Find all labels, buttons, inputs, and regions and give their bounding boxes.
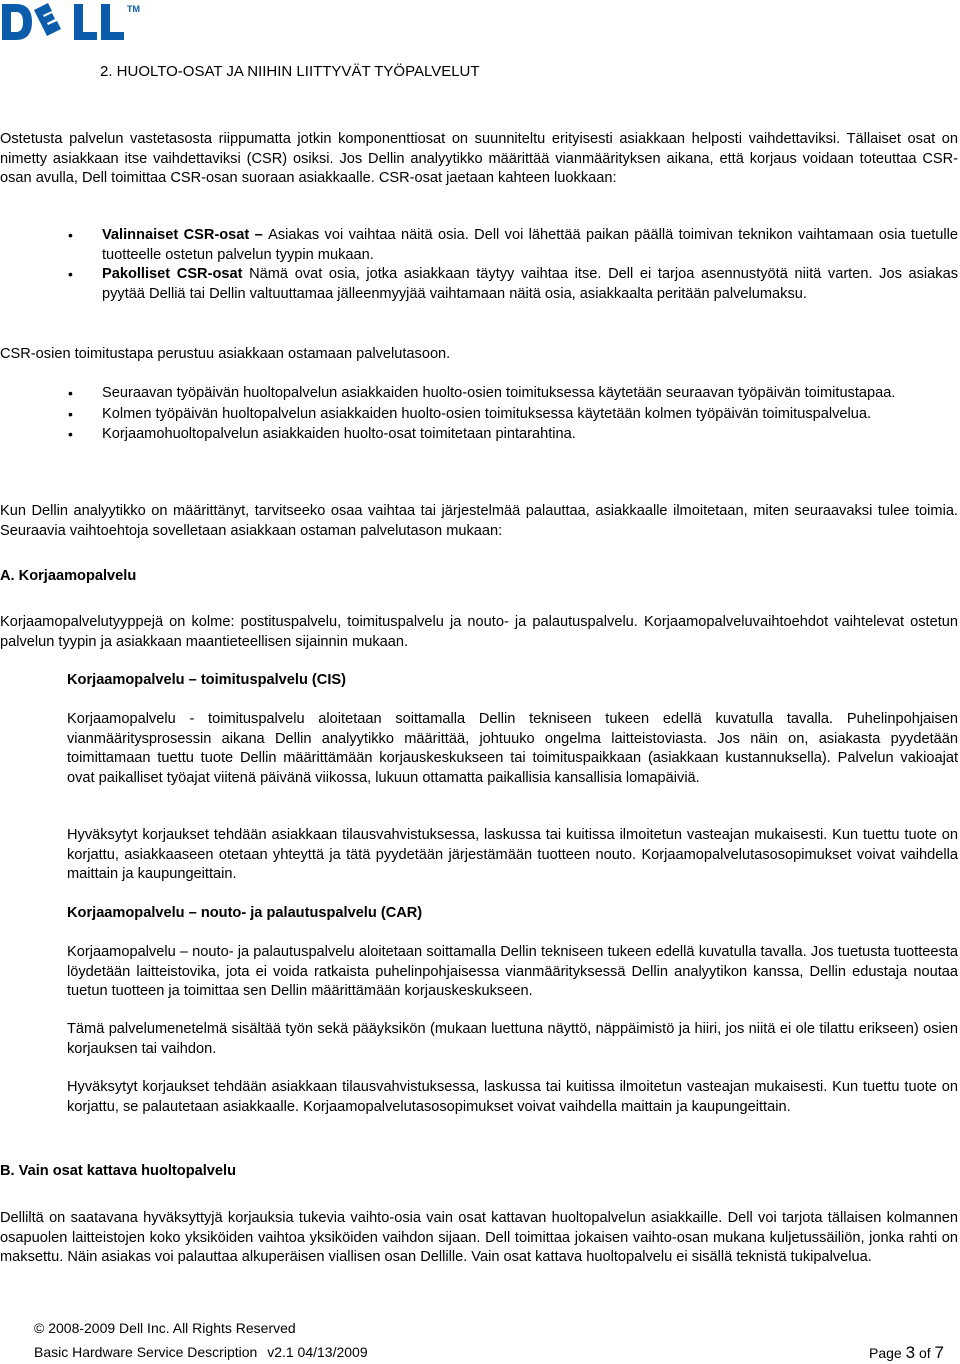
dell-logo-mark bbox=[2, 3, 124, 40]
page-number: 3 bbox=[905, 1343, 916, 1362]
delivery-list bbox=[0, 384, 958, 445]
delivery-intro: CSR-osien toimitustapa perustuu asiakkaan ostamaan palvelutasoon. bbox=[0, 346, 451, 362]
bullet-icon: • bbox=[68, 266, 73, 283]
page-label: Page bbox=[869, 1345, 902, 1361]
car-paragraph-1: Korjaamopalvelu – nouto- ja palautuspalvelu aloitetaan soittamalla Dellin tekniseen tukeen edellä kuvatulla tavalla. Jos tuetusta tuotteesta löydetään laitteistovika, jota ei voida ratkaista puhelinpohjaisessa vianmäärityksessä Dellin analyytikon kanssa, Dellin edustaja noutaa tuetun tuotteen ja toimittaa sen Dellin määrittämään korjauskeskukseen. bbox=[67, 944, 958, 1000]
footer bbox=[34, 1343, 944, 1363]
page-of: of bbox=[918, 1345, 931, 1361]
footer-copyright: © 2008-2009 Dell Inc. All Rights Reserved bbox=[34, 1320, 296, 1336]
bullet-icon: • bbox=[68, 405, 73, 422]
section-a-intro: Korjaamopalvelutyyppejä on kolme: postituspalvelu, toimituspalvelu ja nouto- ja palautuspalvelu. Korjaamopalveluvaihtoehdot vaihtelevat ostetun palvelun tyypin ja asiakkaan maantieteellisen sijainnin mukaan. bbox=[0, 614, 958, 650]
csr-term: Pakolliset CSR-osat bbox=[102, 266, 243, 283]
car-paragraph-3: Hyväksytyt korjaukset tehdään asiakkaan tilausvahvistuksessa, laskussa tai kuitissa ilmoitetun vasteajan mukaisesti. Kun tuettu tuote on korjattu, se palautetaan asiakkaalle. Korjaamopalvelutasosopimukset voivat vaihdella maittain ja kaupungeittain. bbox=[67, 1079, 958, 1115]
intro-paragraph: Ostetusta palvelun vastetasosta riippumatta jotkin komponenttiosat on suunniteltu erityisesti asiakkaan helposti vaihdettaviksi. Tällaiset osat on nimetty asiakkaan itse vaihdettaviksi (CSR) osiksi. Jos Dellin analyytikko määrittää vianmäärityksen aikana, että korjaus voidaan toteuttaa CSR-osan avulla, Dell toimittaa CSR-osan suoraan asiakkaalle. CSR-osat jaetaan kahteen luokkaan: bbox=[0, 131, 958, 187]
csr-list bbox=[0, 226, 958, 304]
list-item bbox=[0, 384, 958, 404]
footer-version: v2.1 04/13/2009 bbox=[267, 1344, 368, 1360]
delivery-item-text: Kolmen työpäivän huoltopalvelun asiakkaiden huolto-osien toimituksessa käytetään kolmen työpäivän toimituspalvelua. bbox=[102, 405, 872, 422]
page-indicator bbox=[869, 1343, 944, 1364]
section-b-paragraph: Delliltä on saatavana hyväksyttyjä korjauksia tukevia vaihto-osia vain osat kattavan huoltopalvelun asiakkaille. Dell voi tarjota tällaisen kolmannen osapuolen laitteistojen koko yksiköiden vaihtoa yksiköiden vaihdon sijaan. Dell toimittaa jokaisen vaihto-osan mukana kuljetussäiliön, jonka rahti on maksettu. Näin asiakas voi palauttaa alkuperäisen viallisen osan Dellille. Vain osat kattava huoltopalvelu ei sisällä teknistä tukipalvelua. bbox=[0, 1210, 958, 1266]
trademark-label: TM bbox=[127, 4, 140, 14]
dell-logo bbox=[2, 0, 148, 44]
csr-dash: – bbox=[249, 227, 269, 243]
page-total: 7 bbox=[934, 1343, 944, 1362]
bullet-icon: • bbox=[68, 385, 73, 401]
section-a-title: A. Korjaamopalvelu bbox=[0, 568, 137, 584]
list-item bbox=[0, 425, 958, 445]
car-paragraph-2: Tämä palvelumenetelmä sisältää työn sekä pääyksikön (mukaan luettuna näyttö, näppäimistö ja hiiri, jos niitä ei ole tilattu erikseen) osien korjauksen tai vaihdon. bbox=[67, 1021, 958, 1057]
section-b-title: B. Vain osat kattava huoltopalvelu bbox=[0, 1163, 236, 1179]
delivery-item-text: Seuraavan työpäivän huoltopalvelun asiakkaiden huolto-osien toimituksessa käytetään seuraavan työpäivän toimitustapaa. bbox=[102, 385, 896, 401]
delivery-item-text: Korjaamohuoltopalvelun asiakkaiden huolto-osat toimitetaan pintarahtina. bbox=[102, 426, 576, 443]
csr-rest: Dell ei tarjoa asennustyötä niitä varten. Jos asiakas pyytää Delliä tai Dellin valtuuttamaa jälleenmyyjää vaihtamaan näitä osia, asiakkaalta peritään palvelumaksu. bbox=[102, 266, 959, 302]
cis-paragraph-2: Hyväksytyt korjaukset tehdään asiakkaan tilausvahvistuksessa, laskussa tai kuitissa ilmoitetun vasteajan mukaisesti. Kun tuettu tuote on korjattu, asiakkaaseen otetaan yhteyttä ja tätä pyydetään järjestämään tuotteen nouto. Korjaamopalvelutasosopimukset voivat vaihdella maittain ja kaupungeittain. bbox=[67, 827, 958, 883]
footer-doc-title: Basic Hardware Service Description bbox=[34, 1344, 258, 1360]
after-diagnosis-paragraph: Kun Dellin analyytikko on määrittänyt, tarvitseeko osaa vaihtaa tai järjestelmää palauttaa, asiakkaalle ilmoitetaan, miten seuraavaksi tulee toimia. Seuraavia vaihtoehtoja sovelletaan asiakkaan ostaman palvelutason mukaan: bbox=[0, 503, 958, 539]
bullet-icon: • bbox=[68, 426, 73, 443]
csr-rest: Dell voi lähettää paikan päällä toimivan teknikon vaihtamaan osia tuetulle tuotteelle ostetun palvelun tyypin mukaan. bbox=[102, 227, 958, 263]
csr-term: Valinnaiset CSR-osat bbox=[102, 227, 250, 243]
cis-paragraph-1: Korjaamopalvelu - toimituspalvelu aloitetaan soittamalla Dellin tekniseen tukeen edellä kuvatulla tavalla. Puhelinpohjaisen vianmääritysprosessin aikana Dellin analyytikko määrittää, johtuuko ongelma laitteistoviasta. Jos näin on, asiakasta pyydetään toimittamaan tuettu tuote Dellin määrittämään korjauskeskukseen tai toimituspaikkaan (asiakkaan kustannuksella). Palvelun vakioajat ovat paikalliset työajat viitenä päivänä viikossa, lukuun ottamatta paikallisia kansallisia lomapäiviä. bbox=[67, 711, 958, 786]
csr-lead: Nämä ovat osia, jotka asiakkaan täytyy vaihtaa itse. bbox=[249, 266, 602, 283]
list-item bbox=[0, 405, 958, 425]
list-item bbox=[0, 226, 958, 265]
bullet-icon: • bbox=[68, 227, 73, 243]
list-item bbox=[0, 265, 958, 304]
car-title: Korjaamopalvelu – nouto- ja palautuspalvelu (CAR) bbox=[67, 905, 423, 921]
section-title: 2. HUOLTO-OSAT JA NIIHIN LIITTYVÄT TYÖPALVELUT bbox=[100, 63, 480, 80]
csr-lead: Asiakas voi vaihtaa näitä osia. bbox=[268, 227, 469, 243]
cis-title: Korjaamopalvelu – toimituspalvelu (CIS) bbox=[67, 672, 346, 688]
